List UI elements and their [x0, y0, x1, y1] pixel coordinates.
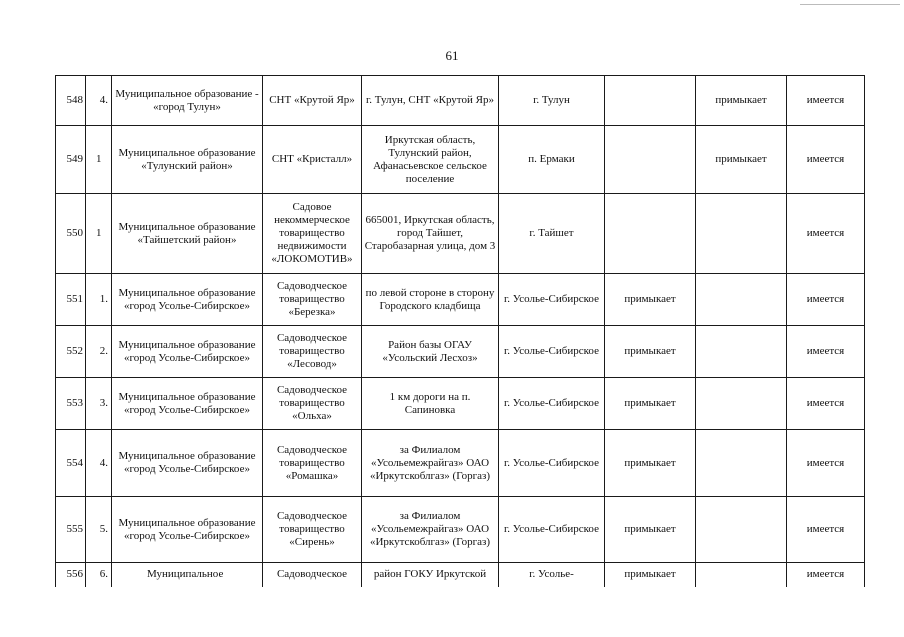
row-subnumber: 2.	[86, 326, 112, 378]
adjacency-cell-a: примыкает	[605, 378, 696, 430]
adjacency-cell-a: примыкает	[605, 326, 696, 378]
row-subnumber: 6.	[86, 563, 112, 587]
table-row	[56, 497, 865, 563]
availability-cell: имеется	[787, 497, 865, 563]
adjacency-cell-a: примыкает	[605, 430, 696, 497]
adjacency-cell-b	[696, 378, 787, 430]
organization-cell: СНТ «Крутой Яр»	[263, 76, 362, 126]
adjacency-cell-b: примыкает	[696, 126, 787, 194]
table-row	[56, 274, 865, 326]
availability-cell: имеется	[787, 76, 865, 126]
table-row	[56, 126, 865, 194]
organization-cell: Садоводческое	[263, 563, 362, 587]
adjacency-cell-a	[605, 194, 696, 274]
table-row	[56, 430, 865, 497]
row-subnumber: 1.	[86, 274, 112, 326]
row-number: 554	[56, 430, 86, 497]
municipality-cell: Муниципальное	[112, 563, 263, 587]
adjacency-cell-a: примыкает	[605, 497, 696, 563]
row-subnumber: 4.	[86, 76, 112, 126]
address-cell: по левой стороне в сторону Городского кладбища	[362, 274, 499, 326]
adjacency-cell-b	[696, 194, 787, 274]
address-cell: 665001, Иркутская область, город Тайшет, Старобазарная улица, дом 3	[362, 194, 499, 274]
row-subnumber: 4.	[86, 430, 112, 497]
settlement-cell: п. Ермаки	[499, 126, 605, 194]
table-row	[56, 194, 865, 274]
address-cell: Иркутская область, Тулунский район, Афанасьевское сельское поселение	[362, 126, 499, 194]
availability-cell: имеется	[787, 430, 865, 497]
municipality-cell: Муниципальное образование - «город Тулун»	[112, 76, 263, 126]
table-row	[56, 563, 865, 587]
adjacency-cell-a	[605, 126, 696, 194]
page-number: 61	[445, 48, 459, 63]
row-number: 548	[56, 76, 86, 126]
adjacency-cell-b: примыкает	[696, 76, 787, 126]
organization-cell: Садоводческое товарищество «Ольха»	[263, 378, 362, 430]
settlement-cell: г. Усолье-	[499, 563, 605, 587]
municipality-cell: Муниципальное образование «город Усолье-Сибирское»	[112, 378, 263, 430]
address-cell: район ГОКУ Иркутской	[362, 563, 499, 587]
settlement-cell: г. Усолье-Сибирское	[499, 326, 605, 378]
availability-cell: имеется	[787, 326, 865, 378]
row-number: 549	[56, 126, 86, 194]
table-row	[56, 326, 865, 378]
adjacency-cell-b	[696, 563, 787, 587]
availability-cell: имеется	[787, 274, 865, 326]
organization-cell: СНТ «Кристалл»	[263, 126, 362, 194]
settlement-cell: г. Усолье-Сибирское	[499, 378, 605, 430]
organization-cell: Садоводческое товарищество «Лесовод»	[263, 326, 362, 378]
municipality-cell: Муниципальное образование «Тулунский район»	[112, 126, 263, 194]
adjacency-cell-b	[696, 274, 787, 326]
adjacency-cell-a: примыкает	[605, 274, 696, 326]
table-row	[56, 378, 865, 430]
availability-cell: имеется	[787, 126, 865, 194]
municipality-cell: Муниципальное образование «город Усолье-Сибирское»	[112, 274, 263, 326]
address-cell: 1 км дороги на п. Сапиновка	[362, 378, 499, 430]
organization-cell: Садоводческое товарищество «Березка»	[263, 274, 362, 326]
settlement-cell: г. Усолье-Сибирское	[499, 497, 605, 563]
address-cell: г. Тулун, СНТ «Крутой Яр»	[362, 76, 499, 126]
registry-table	[55, 75, 865, 587]
row-subnumber: 1	[86, 126, 112, 194]
table-row	[56, 76, 865, 126]
availability-cell: имеется	[787, 194, 865, 274]
settlement-cell: г. Усолье-Сибирское	[499, 430, 605, 497]
settlement-cell: г. Тайшет	[499, 194, 605, 274]
row-number: 555	[56, 497, 86, 563]
municipality-cell: Муниципальное образование «Тайшетский район»	[112, 194, 263, 274]
municipality-cell: Муниципальное образование «город Усолье-Сибирское»	[112, 326, 263, 378]
row-subnumber: 5.	[86, 497, 112, 563]
row-number: 552	[56, 326, 86, 378]
adjacency-cell-a	[605, 76, 696, 126]
settlement-cell: г. Усолье-Сибирское	[499, 274, 605, 326]
adjacency-cell-b	[696, 430, 787, 497]
municipality-cell: Муниципальное образование «город Усолье-Сибирское»	[112, 497, 263, 563]
address-cell: за Филиалом «Усольемежрайгаз» ОАО «Иркутскоблгаз» (Горгаз)	[362, 497, 499, 563]
adjacency-cell-b	[696, 326, 787, 378]
address-cell: за Филиалом «Усольемежрайгаз» ОАО «Иркутскоблгаз» (Горгаз)	[362, 430, 499, 497]
row-subnumber: 1	[86, 194, 112, 274]
availability-cell: имеется	[787, 378, 865, 430]
row-number: 556	[56, 563, 86, 587]
organization-cell: Садовое некоммерческое товарищество недвижимости «ЛОКОМОТИВ»	[263, 194, 362, 274]
scan-edge-mark	[800, 4, 900, 5]
row-number: 553	[56, 378, 86, 430]
municipality-cell: Муниципальное образование «город Усолье-Сибирское»	[112, 430, 263, 497]
organization-cell: Садоводческое товарищество «Сирень»	[263, 497, 362, 563]
adjacency-cell-a: примыкает	[605, 563, 696, 587]
settlement-cell: г. Тулун	[499, 76, 605, 126]
row-number: 550	[56, 194, 86, 274]
address-cell: Район базы ОГАУ «Усольский Лесхоз»	[362, 326, 499, 378]
availability-cell: имеется	[787, 563, 865, 587]
row-subnumber: 3.	[86, 378, 112, 430]
adjacency-cell-b	[696, 497, 787, 563]
row-number: 551	[56, 274, 86, 326]
organization-cell: Садоводческое товарищество «Ромашка»	[263, 430, 362, 497]
